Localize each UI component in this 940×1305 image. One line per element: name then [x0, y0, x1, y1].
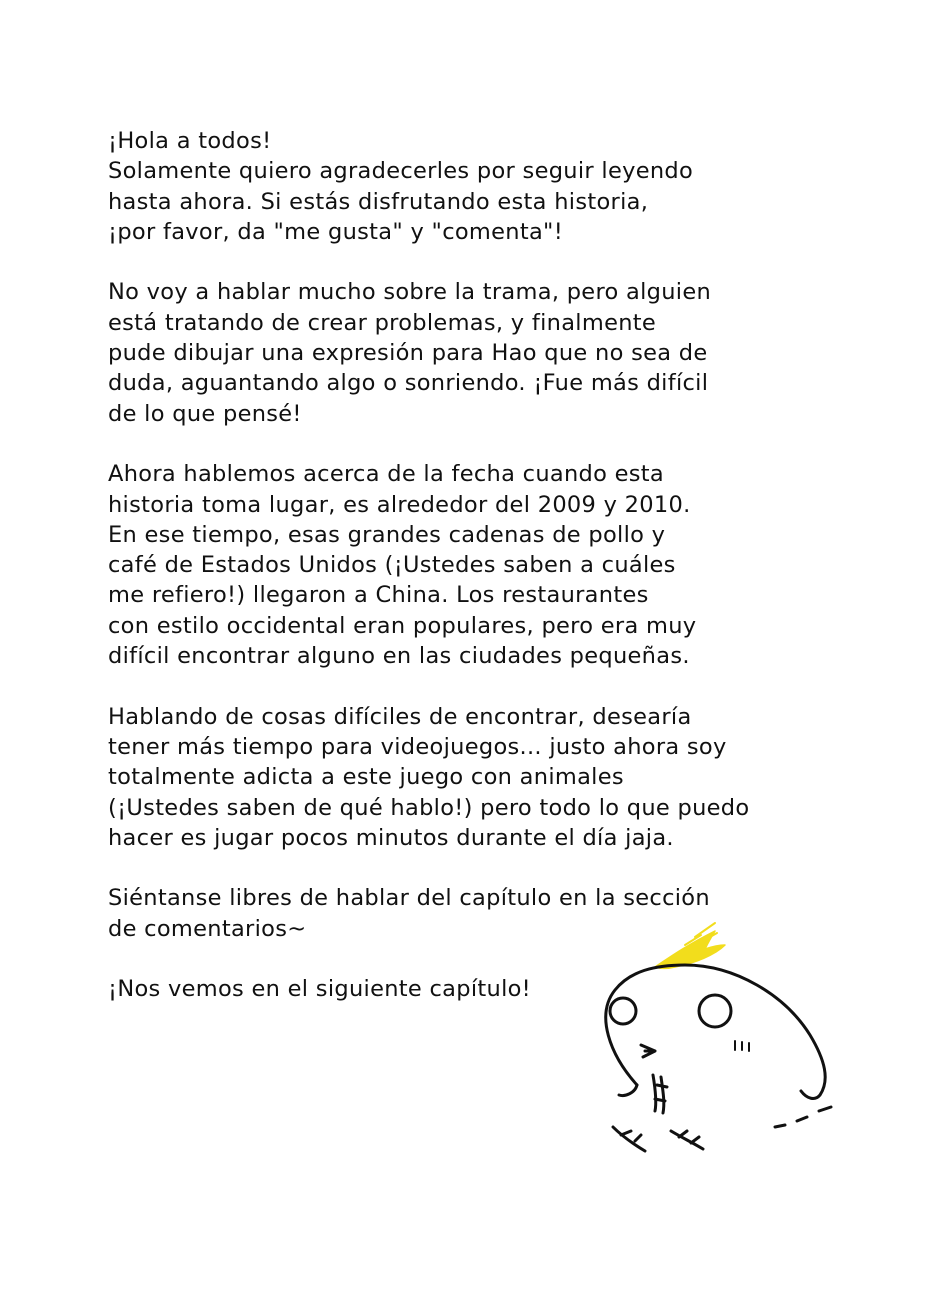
author-note: [108, 126, 848, 1005]
note-line: hacer es jugar pocos minutos durante el día jaja.: [108, 824, 674, 851]
note-line: Ahora hablemos acerca de la fecha cuando esta: [108, 461, 665, 488]
paragraph-gap: [108, 853, 848, 883]
mascot-feet: [613, 1127, 703, 1151]
mascot-beak: [641, 1045, 655, 1057]
paragraph-gap: [108, 247, 848, 277]
note-line: está tratando de crear problemas, y finalmente: [108, 309, 657, 336]
mascot-left-eye: [610, 998, 636, 1024]
note-line: historia toma lugar, es alrededor del 2009 y 2010.: [108, 491, 691, 518]
paragraph-gap: [108, 429, 848, 459]
note-line: Solamente quiero agradecerles por seguir leyendo: [108, 158, 694, 185]
mascot-right-eye: [699, 995, 731, 1027]
plot-paragraph: [108, 277, 848, 428]
note-line: duda, aguantando algo o sonriendo. ¡Fue más difícil: [108, 370, 709, 397]
paragraph-gap: [108, 671, 848, 701]
note-line: Siéntanse libres de hablar del capítulo en la sección: [108, 885, 710, 912]
greeting-paragraph: [108, 126, 848, 247]
note-line: pude dibujar una expresión para Hao que no sea de: [108, 340, 708, 367]
note-line: me refiero!) llegaron a China. Los restaurantes: [108, 582, 649, 609]
games-paragraph: [108, 702, 848, 853]
note-line: ¡por favor, da "me gusta" y "comenta"!: [108, 218, 564, 245]
note-line: No voy a hablar mucho sobre la trama, pero alguien: [108, 279, 712, 306]
note-line: ¡Nos vemos en el siguiente capítulo!: [108, 976, 532, 1003]
chick-mascot-icon: [575, 905, 855, 1165]
setting-paragraph: [108, 459, 848, 671]
note-line: tener más tiempo para videojuegos... justo ahora soy: [108, 733, 727, 760]
note-line: con estilo occidental eran populares, pero era muy: [108, 612, 697, 639]
note-line: (¡Ustedes saben de qué hablo!) pero todo lo que puedo: [108, 794, 750, 821]
note-line: En ese tiempo, esas grandes cadenas de pollo y: [108, 521, 666, 548]
note-line: hasta ahora. Si estás disfrutando esta historia,: [108, 188, 649, 215]
mascot-tuft: [655, 931, 725, 969]
note-line: café de Estados Unidos (¡Ustedes saben a cuáles: [108, 552, 676, 579]
note-line: totalmente adicta a este juego con animales: [108, 764, 624, 791]
note-line: de comentarios~: [108, 915, 307, 942]
note-line: ¡Hola a todos!: [108, 128, 272, 154]
note-line: difícil encontrar alguno en las ciudades pequeñas.: [108, 643, 690, 670]
note-line: de lo que pensé!: [108, 400, 302, 427]
note-line: Hablando de cosas difíciles de encontrar, desearía: [108, 703, 692, 730]
mascot-body: [606, 965, 825, 1098]
